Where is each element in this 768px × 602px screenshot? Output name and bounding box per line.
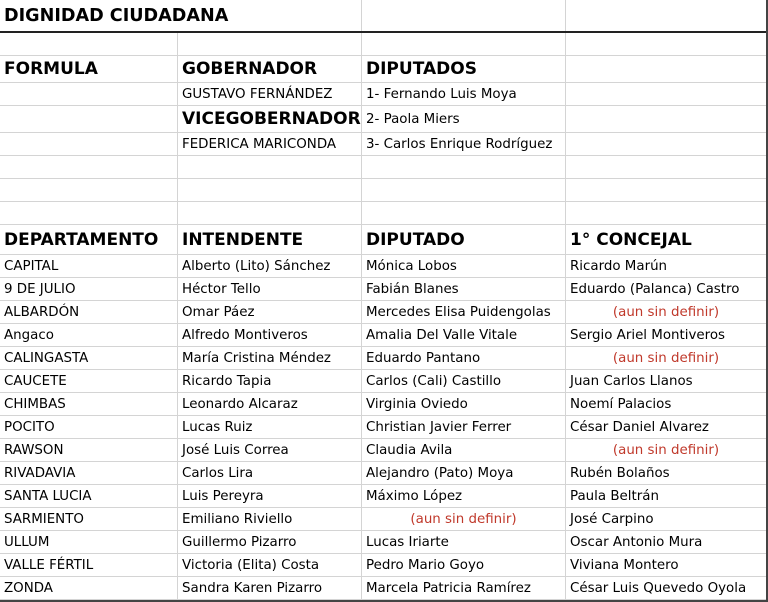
- diputado-cell[interactable]: Carlos (Cali) Castillo: [362, 370, 566, 392]
- departamento-cell[interactable]: ULLUM: [0, 531, 178, 553]
- empty-cell[interactable]: [566, 83, 766, 105]
- formula-row-1: [0, 83, 766, 106]
- empty-cell[interactable]: [0, 106, 178, 132]
- gobernador-label[interactable]: GOBERNADOR: [178, 56, 362, 82]
- empty-cell[interactable]: [362, 33, 566, 55]
- table-row: [0, 370, 766, 393]
- header-departamento[interactable]: DEPARTAMENTO: [0, 225, 178, 254]
- empty-cell[interactable]: [566, 33, 766, 55]
- concejal-cell[interactable]: (aun sin definir): [612, 304, 720, 320]
- diputado-formula-1[interactable]: 1- Fernando Luis Moya: [362, 83, 566, 105]
- intendente-cell[interactable]: Héctor Tello: [178, 278, 362, 300]
- diputado-cell[interactable]: Eduardo Pantano: [362, 347, 566, 369]
- empty-cell[interactable]: [566, 179, 766, 201]
- departamento-cell[interactable]: ZONDA: [0, 577, 178, 599]
- empty-cell[interactable]: [178, 202, 362, 224]
- intendente-cell[interactable]: Leonardo Alcaraz: [178, 393, 362, 415]
- concejal-cell[interactable]: (aun sin definir): [612, 350, 720, 366]
- empty-row: [0, 179, 766, 202]
- empty-cell[interactable]: [178, 156, 362, 178]
- empty-cell[interactable]: [0, 179, 178, 201]
- concejal-cell[interactable]: Rubén Bolaños: [570, 465, 670, 481]
- table-row: [0, 278, 766, 301]
- concejal-cell[interactable]: César Luis Quevedo Oyola: [570, 580, 747, 596]
- table-row: [0, 462, 766, 485]
- concejal-cell[interactable]: Noemí Palacios: [570, 396, 672, 412]
- diputado-cell[interactable]: Christian Javier Ferrer: [362, 416, 566, 438]
- empty-cell[interactable]: [566, 56, 766, 82]
- concejal-cell[interactable]: José Carpino: [570, 511, 654, 527]
- table-row: [0, 324, 766, 347]
- intendente-cell[interactable]: Lucas Ruiz: [178, 416, 362, 438]
- empty-cell[interactable]: [362, 156, 566, 178]
- empty-row: [0, 202, 766, 225]
- intendente-cell[interactable]: Carlos Lira: [178, 462, 362, 484]
- departamento-cell[interactable]: RAWSON: [0, 439, 178, 461]
- empty-cell[interactable]: [178, 179, 362, 201]
- formula-label[interactable]: FORMULA: [0, 56, 178, 82]
- departamento-cell[interactable]: CAUCETE: [0, 370, 178, 392]
- departamento-cell[interactable]: CALINGASTA: [0, 347, 178, 369]
- table-row: [0, 255, 766, 278]
- empty-cell[interactable]: [566, 0, 766, 31]
- diputados-label[interactable]: DIPUTADOS: [362, 56, 566, 82]
- formula-row-3: [0, 133, 766, 156]
- departamento-cell[interactable]: CAPITAL: [0, 255, 178, 277]
- empty-cell[interactable]: [566, 156, 766, 178]
- empty-row: [0, 156, 766, 179]
- departamento-cell[interactable]: VALLE FÉRTIL: [0, 554, 178, 576]
- empty-cell[interactable]: [362, 202, 566, 224]
- empty-cell[interactable]: [178, 33, 362, 55]
- empty-cell[interactable]: [362, 0, 566, 31]
- table-row: [0, 301, 766, 324]
- diputado-cell[interactable]: Mercedes Elisa Puidengolas: [362, 301, 566, 323]
- empty-cell[interactable]: [0, 133, 178, 155]
- table-row: [0, 554, 766, 577]
- diputado-formula-3[interactable]: 3- Carlos Enrique Rodríguez: [362, 133, 566, 155]
- diputado-cell[interactable]: Pedro Mario Goyo: [362, 554, 566, 576]
- diputado-cell[interactable]: Máximo López: [362, 485, 566, 507]
- table-row: [0, 393, 766, 416]
- concejal-cell[interactable]: Viviana Montero: [570, 557, 679, 573]
- empty-cell[interactable]: [0, 33, 178, 55]
- concejal-cell[interactable]: César Daniel Alvarez: [570, 419, 709, 435]
- empty-cell[interactable]: [0, 202, 178, 224]
- header-diputado[interactable]: DIPUTADO: [362, 225, 566, 254]
- concejal-cell[interactable]: Juan Carlos Llanos: [570, 373, 693, 389]
- table-row: [0, 439, 766, 462]
- table-header-row: [0, 225, 766, 255]
- intendente-cell[interactable]: Omar Páez: [178, 301, 362, 323]
- formula-header-row: [0, 56, 766, 83]
- concejal-cell[interactable]: Eduardo (Palanca) Castro: [570, 281, 740, 297]
- diputado-cell[interactable]: Amalia Del Valle Vitale: [362, 324, 566, 346]
- table-row: [0, 485, 766, 508]
- diputado-formula-2[interactable]: 2- Paola Miers: [362, 106, 566, 132]
- header-intendente[interactable]: INTENDENTE: [178, 225, 362, 254]
- intendente-cell[interactable]: Guillermo Pizarro: [178, 531, 362, 553]
- diputado-cell[interactable]: Mónica Lobos: [362, 255, 566, 277]
- empty-cell[interactable]: [0, 83, 178, 105]
- departamento-cell[interactable]: RIVADAVIA: [0, 462, 178, 484]
- diputado-cell[interactable]: Virginia Oviedo: [362, 393, 566, 415]
- departamento-cell[interactable]: Angaco: [0, 324, 178, 346]
- intendente-cell[interactable]: María Cristina Méndez: [178, 347, 362, 369]
- empty-cell[interactable]: [566, 106, 766, 132]
- departamento-cell[interactable]: ALBARDÓN: [0, 301, 178, 323]
- header-concejal[interactable]: 1° CONCEJAL: [570, 229, 692, 250]
- diputado-cell[interactable]: (aun sin definir): [362, 508, 566, 530]
- vicegobernador-name[interactable]: FEDERICA MARICONDA: [178, 133, 362, 155]
- gobernador-name[interactable]: GUSTAVO FERNÁNDEZ: [178, 83, 362, 105]
- table-body: [0, 255, 766, 600]
- diputado-cell[interactable]: Lucas Iriarte: [362, 531, 566, 553]
- table-row: [0, 531, 766, 554]
- intendente-cell[interactable]: José Luis Correa: [178, 439, 362, 461]
- departamento-cell[interactable]: CHIMBAS: [0, 393, 178, 415]
- empty-cell[interactable]: [566, 202, 766, 224]
- sheet-title[interactable]: DIGNIDAD CIUDADANA: [0, 0, 362, 31]
- intendente-cell[interactable]: Victoria (Elita) Costa: [178, 554, 362, 576]
- diputado-cell[interactable]: Alejandro (Pato) Moya: [362, 462, 566, 484]
- table-row: [0, 347, 766, 370]
- intendente-cell[interactable]: Ricardo Tapia: [178, 370, 362, 392]
- title-row: [0, 0, 766, 33]
- diputado-cell[interactable]: Fabián Blanes: [362, 278, 566, 300]
- intendente-cell[interactable]: Sandra Karen Pizarro: [178, 577, 362, 599]
- empty-cell[interactable]: [566, 133, 766, 155]
- intendente-cell[interactable]: Alfredo Montiveros: [178, 324, 362, 346]
- intendente-cell[interactable]: Luis Pereyra: [178, 485, 362, 507]
- departamento-cell[interactable]: SANTA LUCIA: [0, 485, 178, 507]
- table-row: [0, 577, 766, 600]
- concejal-cell[interactable]: Sergio Ariel Montiveros: [570, 327, 726, 343]
- formula-row-2: [0, 106, 766, 133]
- empty-cell[interactable]: [362, 179, 566, 201]
- empty-cell[interactable]: [0, 156, 178, 178]
- vicegobernador-label[interactable]: VICEGOBERNADOR: [178, 106, 362, 132]
- intendente-cell[interactable]: Alberto (Lito) Sánchez: [178, 255, 362, 277]
- concejal-cell[interactable]: Paula Beltrán: [570, 488, 659, 504]
- departamento-cell[interactable]: SARMIENTO: [0, 508, 178, 530]
- departamento-cell[interactable]: 9 DE JULIO: [0, 278, 178, 300]
- departamento-cell[interactable]: POCITO: [0, 416, 178, 438]
- empty-row: [0, 33, 766, 56]
- table-row: [0, 508, 766, 531]
- concejal-cell[interactable]: Oscar Antonio Mura: [570, 534, 703, 550]
- concejal-cell[interactable]: Ricardo Marún: [570, 258, 668, 274]
- diputado-cell[interactable]: Claudia Avila: [362, 439, 566, 461]
- table-row: [0, 416, 766, 439]
- intendente-cell[interactable]: Emiliano Riviello: [178, 508, 362, 530]
- concejal-cell[interactable]: (aun sin definir): [612, 442, 720, 458]
- diputado-cell[interactable]: Marcela Patricia Ramírez: [362, 577, 566, 599]
